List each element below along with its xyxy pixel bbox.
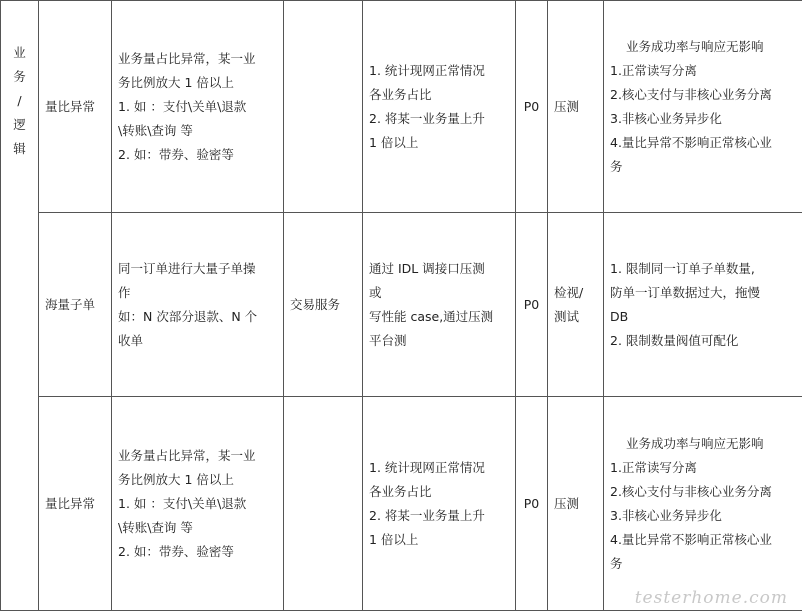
priority: P0 bbox=[516, 397, 548, 611]
table-row bbox=[1, 213, 802, 397]
priority: P0 bbox=[516, 1, 548, 213]
expected-result: 业务成功率与响应无影响 1.正常读写分离 2.核心支付与非核心业务分离 3.非核心业务异步化 4.量比异常不影响正常核心业 务 bbox=[604, 397, 802, 611]
scenario-name: 海量子单 bbox=[39, 213, 112, 397]
service-cell bbox=[284, 397, 363, 611]
scenario-description: 同一订单进行大量子单操 作 如：N 次部分退款、N 个 收单 bbox=[112, 213, 284, 397]
table-row bbox=[1, 1, 802, 213]
scenario-description: 业务量占比异常，某一业 务比例放大 1 倍以上 1. 如 ：支付\关单\退款 \转账\查询 等 2. 如：带券、验密等 bbox=[112, 397, 284, 611]
service-cell: 交易服务 bbox=[284, 213, 363, 397]
expected-result: 业务成功率与响应无影响 1.正常读写分离 2.核心支付与非核心业务分离 3.非核心业务异步化 4.量比异常不影响正常核心业 务 bbox=[604, 1, 802, 213]
table-row bbox=[1, 397, 802, 611]
test-type: 检视/ 测试 bbox=[548, 213, 604, 397]
test-method: 通过 IDL 调接口压测 或 写性能 case,通过压测 平台测 bbox=[363, 213, 516, 397]
scenario-name: 量比异常 bbox=[39, 1, 112, 213]
test-type: 压测 bbox=[548, 1, 604, 213]
test-type: 压测 bbox=[548, 397, 604, 611]
test-method: 1. 统计现网正常情况 各业务占比 2. 将某一业务量上升 1 倍以上 bbox=[363, 1, 516, 213]
scenario-name: 量比异常 bbox=[39, 397, 112, 611]
scenario-description: 业务量占比异常，某一业 务比例放大 1 倍以上 1. 如 ：支付\关单\退款 \转账\查询 等 2. 如：带券、验密等 bbox=[112, 1, 284, 213]
test-method: 1. 统计现网正常情况 各业务占比 2. 将某一业务量上升 1 倍以上 bbox=[363, 397, 516, 611]
expected-result: 1. 限制同一订单子单数量, 防单一订单数据过大，拖慢 DB 2. 限制数量阀值可配化 bbox=[604, 213, 802, 397]
watermark: testerhome.com bbox=[634, 588, 788, 608]
priority: P0 bbox=[516, 213, 548, 397]
service-cell bbox=[284, 1, 363, 213]
category-cell: 业 务 / 逻 辑 bbox=[1, 1, 39, 611]
